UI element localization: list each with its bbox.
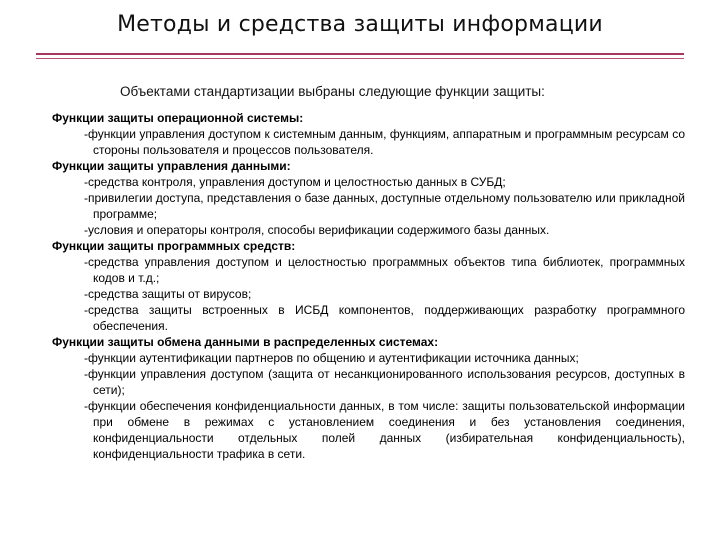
list-item: -функции обеспечения конфиденциальности данных, в том числе: защиты пользовательской информации при обмене в режимах с установлением соединения и без установления соединения, конфиденциальности отдельных полей данных (избирательная конфиденциальность), конфиденциальности трафика в сети. bbox=[84, 399, 685, 461]
section-os-protection bbox=[52, 110, 685, 158]
list-item: -функции управления доступом (защита от несанкционированного использования ресурсов, доступных в сети); bbox=[84, 367, 685, 397]
title-divider-thin bbox=[36, 58, 684, 59]
title-divider-thick bbox=[36, 53, 684, 55]
slide-title: Методы и средства защиты информации bbox=[117, 12, 603, 37]
slide-content bbox=[52, 110, 685, 462]
section-software-protection bbox=[52, 238, 685, 334]
slide-subtitle: Объектами стандартизации выбраны следующие функции защиты: bbox=[120, 84, 545, 99]
list-item: -привилегии доступа, представления о базе данных, доступные отдельному пользователю или прикладной программе; bbox=[84, 191, 685, 221]
list-item: -функции управления доступом к системным данным, функциям, аппаратным и программным ресурсам со стороны пользователя и процессов пользователя. bbox=[84, 127, 685, 157]
section-heading: Функции защиты управления данными: bbox=[52, 159, 291, 173]
list-item: -средства защиты встроенных в ИСБД компонентов, поддерживающих разработку программного обеспечения. bbox=[84, 303, 685, 333]
section-distributed-exchange-protection bbox=[52, 334, 685, 462]
list-item: -условия и операторы контроля, способы верификации содержимого базы данных. bbox=[84, 223, 550, 237]
section-heading: Функции защиты программных средств: bbox=[52, 239, 296, 253]
section-heading: Функции защиты операционной системы: bbox=[52, 111, 304, 125]
list-item: -средства контроля, управления доступом и целостностью данных в СУБД; bbox=[84, 175, 506, 189]
list-item: -функции аутентификации партнеров по общению и аутентификации источника данных; bbox=[84, 351, 579, 365]
section-data-management-protection bbox=[52, 158, 685, 238]
list-item: -средства управления доступом и целостностью программных объектов типа библиотек, программных кодов и т.д.; bbox=[84, 255, 685, 285]
section-heading: Функции защиты обмена данными в распределенных системах: bbox=[52, 335, 439, 349]
list-item: -средства защиты от вирусов; bbox=[84, 287, 252, 301]
